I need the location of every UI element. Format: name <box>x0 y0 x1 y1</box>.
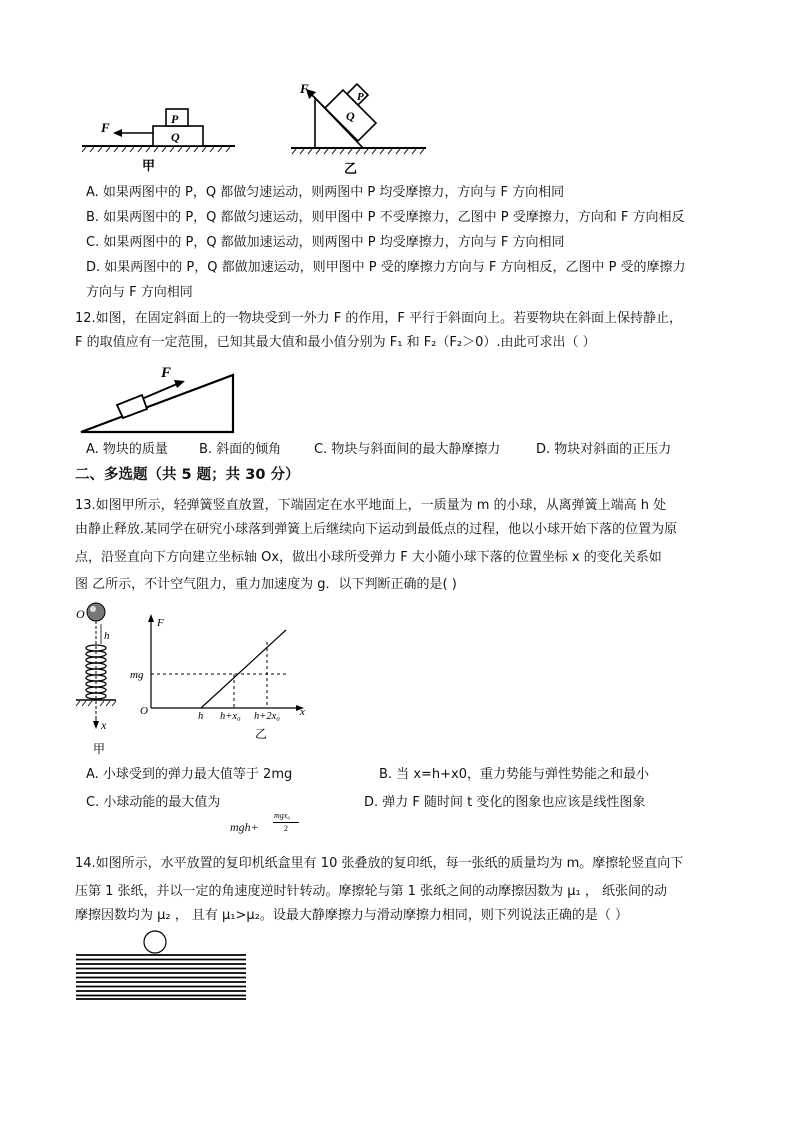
q11-option-c[interactable]: C. 如果两图中的 P，Q 都做加速运动，则两图中 P 均受摩擦力，方向与 F 方向相同 <box>86 235 565 250</box>
label-F: F <box>300 81 309 96</box>
q12-option-b[interactable]: B. 斜面的倾角 <box>199 442 282 457</box>
caption-jia: 甲 <box>142 158 156 173</box>
q12-option-d[interactable]: D. 物块对斜面的正压力 <box>536 442 672 457</box>
label-O: O <box>76 607 85 621</box>
figure-14-paper-stack <box>74 928 248 1002</box>
q12-option-c[interactable]: C. 物块与斜面间的最大静摩擦力 <box>314 442 501 457</box>
q14-stem-line2: 压第 1 张纸，并以一定的角速度逆时针转动。摩擦轮与第 1 张纸之间的动摩擦因数为 μ₁ ， 纸张间的动 <box>75 884 667 899</box>
figure-11-jia <box>80 100 250 175</box>
label-O: O <box>140 705 148 717</box>
ball <box>87 603 105 621</box>
q14-stem-line1: 14.如图所示，水平放置的复印机纸盒里有 10 张叠放的复印纸，每一张纸的质量均为 m。摩擦轮竖直向下 <box>75 856 684 871</box>
axis-arrow-head <box>93 721 99 729</box>
caption-jia: 甲 <box>93 742 106 756</box>
force-arrow <box>144 384 177 398</box>
block <box>117 395 147 418</box>
label-Q: Q <box>346 109 355 123</box>
figure-11-yi <box>288 78 438 178</box>
ball-highlight <box>90 606 96 612</box>
q11-option-d-cont: 方向与 F 方向相同 <box>86 285 193 300</box>
caption-yi: 乙 <box>344 161 358 176</box>
label-x: x <box>101 718 107 732</box>
q11-option-d[interactable]: D. 如果两图中的 P，Q 都做加速运动，则甲图中 P 受的摩擦力方向与 F 方向相反，乙图中 P 受的摩擦力 <box>86 260 686 275</box>
label-x: x <box>300 706 305 718</box>
ground-hatch <box>292 149 424 154</box>
q12-stem-line2: F 的取值应有一定范围，已知其最大值和最小值分别为 F₁ 和 F₂（F₂＞0）.由此可求出（ ） <box>75 335 596 350</box>
label-h-x0: h+x₀ <box>220 711 241 722</box>
y-axis-arrow <box>148 614 154 622</box>
formula-main: mgh+ <box>230 820 259 834</box>
q13-stem-line3: 点，沿竖直向下方向建立坐标轴 Ox，做出小球所受弹力 F 大小随小球下落的位置坐标 x 的变化关系如 <box>75 550 662 565</box>
q11-option-a[interactable]: A. 如果两图中的 P，Q 都做匀速运动，则两图中 P 均受摩擦力，方向与 F 方向相同 <box>86 185 565 200</box>
label-F: F <box>161 365 172 381</box>
q13-option-a[interactable]: A. 小球受到的弹力最大值等于 2mg <box>86 767 293 782</box>
force-arrow-head <box>174 380 185 388</box>
figure-13-jia-spring <box>72 600 132 758</box>
q13-option-b[interactable]: B. 当 x=h+x0，重力势能与弹性势能之和最小 <box>379 767 649 782</box>
label-Q: Q <box>171 130 180 144</box>
force-arrow <box>311 94 325 108</box>
ground-hatch <box>82 147 230 152</box>
formula-fraction-bar <box>273 822 299 823</box>
label-mg: mg <box>130 669 144 681</box>
label-P: P <box>357 91 364 103</box>
label-F: F <box>157 617 164 629</box>
section-title-multiple-choice: 二、多选题（共 5 题；共 30 分） <box>75 467 300 483</box>
formula-numerator: mgx₀ <box>274 811 291 820</box>
q11-option-b[interactable]: B. 如果两图中的 P，Q 都做匀速运动，则甲图中 P 不受摩擦力，乙图中 P 受摩擦力，方向和 F 方向相反 <box>86 210 685 225</box>
force-line <box>201 630 286 708</box>
q14-stem-line3: 摩擦因数均为 μ₂ ， 且有 μ₁>μ₂。设最大静摩擦力与滑动摩擦力相同，则下列说法正确的是（ ） <box>75 908 629 923</box>
paper-sheets <box>76 955 246 999</box>
q13-option-c[interactable]: C. 小球动能的最大值为 <box>86 795 221 810</box>
figure-12-incline <box>78 360 238 436</box>
q13-stem-line4: 图 乙所示，不计空气阻力，重力加速度为 g．以下判断正确的是( ) <box>75 577 457 592</box>
formula-denominator: 2 <box>284 824 288 833</box>
q13-stem-line1: 13.如图甲所示，轻弹簧竖直放置，下端固定在水平地面上，一质量为 m 的小球，从离弹簧上端高 h 处 <box>75 498 667 513</box>
q13-stem-line2: 由静止释放.某同学在研究小球落到弹簧上后继续向下运动到最低点的过程，他以小球开始下落的位置为原 <box>75 522 678 537</box>
label-h: h <box>104 630 110 642</box>
figure-13-yi-graph <box>130 610 312 746</box>
label-P: P <box>171 112 179 126</box>
label-h: h <box>198 711 204 722</box>
label-F: F <box>101 120 110 135</box>
label-h-2x0: h+2x₀ <box>254 711 280 722</box>
q12-option-a[interactable]: A. 物块的质量 <box>86 442 168 457</box>
incline <box>81 375 233 432</box>
caption-yi: 乙 <box>255 727 268 741</box>
friction-wheel <box>144 931 166 953</box>
force-arrow-head <box>113 129 122 137</box>
q13-option-d[interactable]: D. 弹力 F 随时间 t 变化的图象也应该是线性图象 <box>364 795 646 810</box>
q12-stem-line1: 12.如图，在固定斜面上的一物块受到一外力 F 的作用，F 平行于斜面向上。若要物块在斜面上保持静止， <box>75 311 683 326</box>
